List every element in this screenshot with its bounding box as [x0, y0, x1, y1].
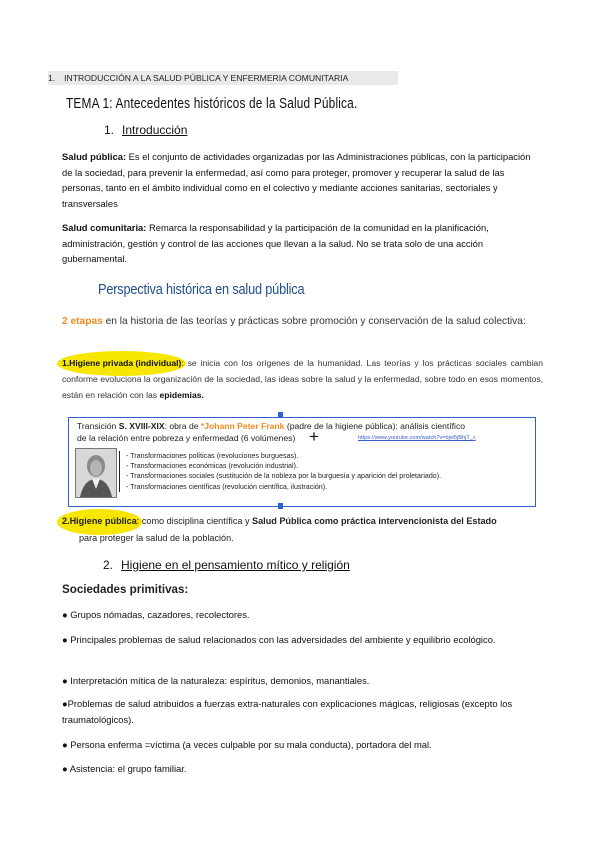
transicion-description: (padre de la higiene pública): análisis científico — [284, 421, 466, 431]
salud-publica-text: Es el conjunto de actividades organizadas por las Administraciones públicas, con la participación de la sociedad, para prevenir la enfermedad, así como para proteger, promover y recuperar la salud de las personas, tanto en el ámbito individual como en el colectivo y mediante acciones sanitarias, sectoriales y transversales — [62, 151, 531, 209]
transicion-line-1 — [77, 421, 465, 431]
transicion-prefix: Transición — [77, 421, 119, 431]
list-item: ● Grupos nómadas, cazadores, recolectores. — [62, 609, 250, 620]
youtube-link[interactable]: https://www.youtube.com/watch?v=bjw5jBhjT_c — [358, 435, 476, 441]
section-2-number: 2. — [103, 558, 114, 572]
transformacion-item: - Transformaciones sociales (sustitución de la nobleza por la burguesía y aparición del proletariado). — [126, 471, 441, 481]
tema-title: TEMA 1: Antecedentes históricos de la Salud Pública. — [66, 96, 358, 112]
section-1-number: 1. — [104, 123, 115, 137]
salud-comunitaria-label: Salud comunitaria: — [62, 222, 147, 233]
transformacion-item: - Transformaciones políticas (revoluciones burguesas). — [126, 451, 441, 461]
perspectiva-heading: Perspectiva histórica en salud pública — [98, 282, 305, 298]
salud-comunitaria-text: Remarca la responsabilidad y la participación de la comunidad en la planificación, administración, gestión y control de las acciones que llevan a la salud. No se trata solo de una acción gubernamental. — [62, 222, 489, 265]
list-item: ● Asistencia: el grupo familiar. — [62, 763, 187, 774]
higiene-publica-paragraph — [62, 513, 547, 547]
etapas-paragraph — [62, 313, 532, 331]
section-2-title: Higiene en el pensamiento mítico y religión — [121, 558, 350, 572]
unit-number: 1. — [48, 73, 56, 83]
sociedades-heading: Sociedades primitivas: — [62, 583, 189, 596]
salud-publica-label: Salud pública: — [62, 151, 127, 162]
transicion-box — [68, 417, 536, 507]
transicion-obra: : obra de — [164, 421, 201, 431]
unit-title: INTRODUCCIÓN A LA SALUD PÚBLICA Y ENFERMERIA COMUNITARIA — [64, 73, 349, 83]
transformacion-item: - Transformaciones científicas (revolución científica, ilustración). — [126, 482, 441, 492]
frank-portrait-image — [75, 448, 117, 498]
box-bottom-handle — [278, 503, 283, 509]
johann-peter-frank: *Johann Peter Frank — [200, 421, 285, 431]
etapas-highlight: 2 etapas — [62, 316, 103, 327]
higiene-publica-label: 2.Higiene pública — [62, 513, 137, 530]
higiene-privada-label: 1.Higiene privada (individual) — [62, 355, 181, 371]
plus-icon: + — [309, 427, 319, 446]
higiene-privada-paragraph — [62, 355, 543, 403]
higiene-publica-text-a: : como disciplina científica y — [136, 516, 253, 526]
list-item: ● Persona enferma =víctima (a veces culpable por su mala conducta), portadora del mal. — [62, 739, 432, 750]
transformaciones-list — [119, 451, 441, 492]
transformacion-item: - Transformaciones económicas (revolución industrial). — [126, 461, 441, 471]
transicion-century: S. XVIII-XIX — [118, 421, 165, 431]
section-1-heading — [104, 123, 187, 137]
epidemias-bold: epidemias. — [159, 390, 204, 400]
salud-publica-definition — [62, 149, 532, 211]
section-2-heading — [103, 558, 350, 572]
salud-publica-practica: Salud Pública como práctica intervencionista del Estado — [252, 516, 497, 526]
unit-heading — [48, 71, 398, 85]
salud-comunitaria-definition — [62, 220, 532, 267]
list-item: ● Interpretación mítica de la naturaleza: espíritus, demonios, manantiales. — [62, 675, 370, 686]
transicion-line-2: de la relación entre pobreza y enfermedad (6 volúmenes) — [77, 433, 296, 443]
list-item: ● Principales problemas de salud relacionados con las adversidades del ambiente y equilibrio ecológico. — [62, 634, 496, 645]
higiene-publica-text-b: para proteger la salud de la población. — [79, 533, 234, 543]
higiene-privada-text: : se inicia con los orígenes de la humanidad. Las teorías y los prácticas sociales cambian conforme evoluciona la organización de la sociedad, las ideas sobre la salud y la enfermedad, sobre todo en esos momentos, están en relación con las — [62, 358, 543, 400]
etapas-text: en la historia de las teorías y prácticas sobre promoción y conservación de la salud colectiva: — [102, 316, 526, 327]
list-item: ●Problemas de salud atribuidos a fuerzas extra-naturales con explicaciones mágicas, religiosas (excepto los traumatológicos). — [62, 698, 513, 725]
section-1-title: Introducción — [122, 123, 188, 137]
